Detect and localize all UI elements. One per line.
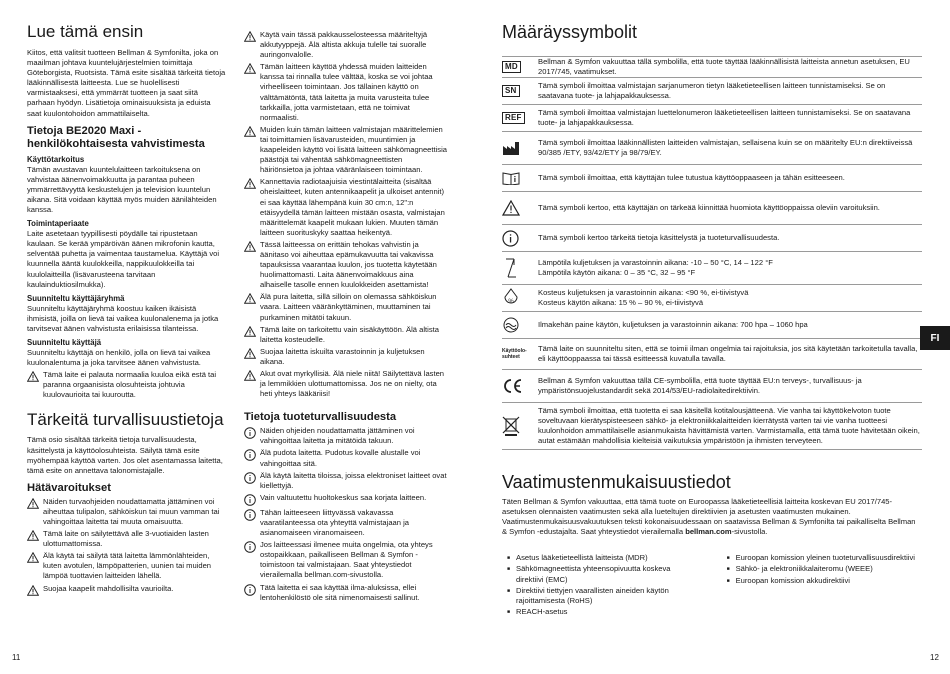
intro-text: Kiitos, että valitsit tuotteen Bellman & Symfonilta, joka on maailman johtava kuuntelujärjestelmien toimittaja Göteborgista, Ruotsista. Tämä esite sisältää tärkeitä tietoja lääkinnällisestä laitteesta. Lue se huolellisesti varmistaaksesi, että ymmärrät tuotteen ja saat siitä parhaan hyödyn. Lisätietoja ominaisuuksista ja eduista saat kuulontohoidon ammattilaiselta. xyxy=(27,48,226,118)
safety-warning xyxy=(244,325,447,345)
symbol-row xyxy=(502,104,922,131)
section-heading: Toimintaperiaate xyxy=(27,219,89,229)
safety-warning-text: Käytä vain tässä pakkausselosteessa määriteltyjä akkutyyppejä. Älä altista akkuja tulelle tai suoralle auringonvalolle. xyxy=(260,30,428,60)
safety-title: Tärkeitä turvallisuustietoja xyxy=(27,410,224,430)
warning-icon xyxy=(502,200,532,216)
warning-icon xyxy=(27,529,43,549)
symbol-description: Tämä symboli ilmoittaa, että tuotetta ei saa käsitellä kotitalousjätteenä. Vie vanha tai käyttökelvoton tuote soveltuvaan kierätyspisteeseen sähkö- ja elektroniikkalaitteiden kierrätystä varten tai vie vanha tuotteesi kuulonhoidon ammattilaiselle asianmukaista hävittämistä varten. Varmistamalla, että tämä tuote hävitetään oikein, autat estämään mahdollisia kielteisiä vaikutuksia ympäristöön ja ihmisten terveyteen. xyxy=(538,405,920,446)
info-item xyxy=(244,540,447,580)
weee-bin-icon xyxy=(502,416,532,436)
list-item: ■ Direktiivi tiettyjen vaarallisten aineiden käytön rajoittamisesta (RoHS) xyxy=(516,586,694,606)
info-item-text: Vain valtuutettu huoltokeskus saa korjata laitteen. xyxy=(260,492,427,502)
list-item: ■ REACH-asetus xyxy=(516,607,694,617)
safety-warning-text: Tämän laitteen käyttöä yhdessä muiden laitteiden kanssa tai rinnalla tulee välttää, koska se voi johtaa virheelliseen toimintaan. Jos tällainen käyttö on välttämätöntä, tätä laitetta ja muita varusteita tulee tarkkailla, jotta varmistetaan, että ne toimivat normaalisti. xyxy=(260,62,433,122)
safety-warning-text: Muiden kuin tämän laitteen valmistajan määrittelemien tai toimittamien lisävarusteiden, muuntimien ja kaapeleiden käyttö voi lisätä laitteen sähkömagneettisia päästöjä tai vähentää sähkömagneettisten häiriönsietoa ja johtaa vääränlaiseen toimintaan. xyxy=(260,124,448,175)
symbol-row xyxy=(502,131,922,164)
symbol-label: SN xyxy=(502,85,520,97)
intro-title: Lue tämä ensin xyxy=(27,22,144,41)
symbol-description: Lämpötila kuljetuksen ja varastoinnin aikana: -10 – 50 °C, 14 – 122 °F Lämpötila käytön aikana: 0 – 35 °C, 32 – 95 °F xyxy=(538,257,773,277)
info-item-text: Älä käytä laitetta tiloissa, joissa elektroniset laitteet ovat kiellettyjä. xyxy=(260,470,447,490)
info-icon xyxy=(244,583,260,603)
page-number-left: 11 xyxy=(12,653,21,662)
hazard-warnings xyxy=(27,497,227,596)
symbol-label: REF xyxy=(502,112,525,124)
md-box-icon xyxy=(502,61,532,73)
info-item-text: Tätä laitetta ei saa käyttää ilma-aluksissa, ellei lentohenkilöstö ole sitä nimenomaisesti sallinut. xyxy=(260,582,420,602)
humidity-icon xyxy=(502,288,532,308)
safety-warning xyxy=(244,30,447,60)
info-item-text: Tähän laitteeseen liittyvässä vakavassa vaaratilanteessa ota yhteyttä valmistajaan ja asianomaiseen viranomaiseen. xyxy=(260,507,410,538)
symbol-row xyxy=(502,311,922,338)
info-item xyxy=(244,448,447,468)
hazard-warning-text: Näiden turvaohjeiden noudattamatta jättäminen voi aiheuttaa tulipalon, sähköiskun tai muun vamman tai vahingoittaa laitetta tai muuta omaisuutta. xyxy=(43,496,220,526)
hazard-warning xyxy=(27,551,227,581)
list-item: ■ Asetus lääketieteellistä laitteista (MDR) xyxy=(516,553,694,563)
hazard-heading: Hätävaroitukset xyxy=(27,481,111,494)
conformity-title: Vaatimustenmukaisuustiedot xyxy=(502,472,731,492)
symbol-row xyxy=(502,77,922,104)
info-item-text: Älä pudota laitetta. Pudotus kovalle alustalle voi vahingoittaa sitä. xyxy=(260,448,421,468)
safety-intro: Tämä osio sisältää tärkeitä tietoja turvallisuudesta, käsittelystä ja käyttöolosuhteista. Säilytä tämä esite myöhempää käyttöä varten. Jos olet asentamassa laitetta, tämä esite on annettava talonomistajalle. xyxy=(27,435,223,475)
safety-warning-text: Tämä laite on tarkoitettu vain sisäkäyttöön. Älä altista laitetta kosteudelle. xyxy=(260,324,439,344)
language-tab: FI xyxy=(920,326,950,350)
warning-icon xyxy=(244,30,260,60)
product-safety-info xyxy=(244,426,447,602)
conformity-text-2: -sivustolla. xyxy=(731,527,768,537)
safety-warning xyxy=(244,369,447,399)
symbol-description: Tämä symboli kertoo, että käyttäjän on tärkeää kiinnittää huomiota käyttöoppaissa oleviin varoituksiin. xyxy=(538,202,880,212)
conformity-list-left xyxy=(506,553,694,618)
info-icon xyxy=(244,493,260,506)
info-item-text: Jos laitteessasi ilmenee muita ongelmia, ota yhteys ostopaikkaan, paikalliseen Bellman & Symfon -toimistoon tai valmistajaan. Saat yhteystiedot vierailemalla bellman.com-sivustolla. xyxy=(260,540,433,580)
sn-box-icon xyxy=(502,85,532,97)
safety-warning-text: Akut ovat myrkyllisiä. Älä niele niitä! Säilytettävä lasten ja lemmikkien ulottumattomissa. Jos ne on nielty, ota heti yhteys lääkäriisi! xyxy=(260,369,445,399)
warning-icon xyxy=(244,62,260,123)
product-sections xyxy=(27,155,227,369)
left-column-1 xyxy=(27,22,227,596)
section-text: Suunniteltu käyttäjäryhmä koostuu kaiken ikäisistä ihmisistä, joilla on lievä tai vaikea kuulonalenema ja jotka tarvitsevat äänen vahvistusta erilaisissa tilanteissa. xyxy=(27,303,219,333)
symbol-row xyxy=(502,56,922,77)
hazard-warning xyxy=(27,529,227,549)
list-item: ■ Euroopan komission akkudirektiivi xyxy=(736,576,922,586)
page-number-right: 12 xyxy=(930,653,939,662)
warning-icon xyxy=(244,347,260,367)
symbol-row xyxy=(502,191,922,224)
section-text: Laite asetetaan tyypillisesti pöydälle tai ripustetaan kaulaan. Se kerää ympäröivän äänen mikrofonin kautta, selventää puhetta ja vaimentaa taustamelua. Käyttäjä voi kuunnella ääntä kuulokkeilla, nappikuulokkeilla tai kuulolaitteilla (lisävarusteena tarvitaan kaulainduktiosilmukka). xyxy=(27,229,220,289)
consult-instructions-icon xyxy=(502,171,532,185)
symbol-row xyxy=(502,369,922,402)
warning-icon xyxy=(244,240,260,290)
symbol-description: Bellman & Symfon vakuuttaa tällä CE-symbolilla, että tuote täyttää EU:n terveys-, turvallisuus- ja ympäristönsuojelustandardit sekä 2014/53/EU-radiolaitedirektiivin. xyxy=(538,375,862,395)
ce-mark-icon xyxy=(502,378,532,394)
safety-warning xyxy=(244,292,447,322)
symbol-description: Tämä symboli ilmoittaa valmistajan luettelonumeron lääketieteellisen laitteen tunnistamiseksi. Se on saatavana tuote- ja lahjapakkauksessa. xyxy=(538,107,911,127)
list-item: ■ Sähkö- ja elektroniikkalaiteromu (WEEE) xyxy=(736,564,922,574)
symbol-row xyxy=(502,164,922,191)
safety-warning xyxy=(244,125,447,175)
symbols-section xyxy=(502,22,922,618)
hazard-warning-text: Tämä laite on säilytettävä alle 3-vuotiaiden lasten ulottumattomissa. xyxy=(43,529,209,549)
warning-icon xyxy=(27,370,43,400)
symbol-row xyxy=(502,338,922,369)
safety-warning xyxy=(244,177,447,238)
symbol-row xyxy=(502,251,922,284)
warning-icon xyxy=(244,369,260,399)
list-item: ■ Sähkömagneettista yhteensopivuutta koskeva direktiivi (EMC) xyxy=(516,564,694,584)
symbol-description: Tämä laite on suunniteltu siten, että se toimii ilman ongelmia tai rajoituksia, jos sitä käytetään tarkoitetulla tavalla, eli käyttöoppaassa tai tässä esitteessä kuvatulla tavalla. xyxy=(538,343,918,363)
hazard-warning-text: Suojaa kaapelit mahdollisilta vaurioilta. xyxy=(43,583,174,593)
warning-icon xyxy=(27,497,43,527)
conformity-text xyxy=(502,497,922,537)
symbol-row xyxy=(502,224,922,251)
section-heading: Suunniteltu käyttäjä xyxy=(27,337,102,347)
section-text: Suunniteltu käyttäjä on henkilö, jolla on lievä tai vaikea kuulonalentuma ja joka tarvitsee äänen vahvistusta. xyxy=(27,347,211,368)
section-text: Tämän avustavan kuuntelulaitteen tarkoituksena on vahvistaa äänenvoimakkuutta ja parantaa puheen ymmärrettävyyttä keskustelujen ja television kuuntelun aikana. Sitä voidaan käyttää myös muiden äänilähteiden kanssa. xyxy=(27,164,217,215)
section-heading: Käyttötarkoitus xyxy=(27,154,85,164)
symbol-description: Tämä symboli ilmoittaa valmistajan sarjanumeron tietyn lääketieteellisen laitteen tunnistamiseksi. Se on saatavana tuote- ja lahjapakkauksessa. xyxy=(538,80,886,100)
right-page xyxy=(475,0,950,674)
symbol-description: Bellman & Symfon vakuuttaa tällä symbolilla, että tuote täyttää lääkinnällisistä laitteista annetun asetuksen, EU 2017/745, vaatimukset. xyxy=(538,56,910,76)
conformity-list-right xyxy=(726,553,922,618)
section-warning xyxy=(27,370,227,400)
info-icon xyxy=(244,471,260,491)
safety-warning-text: Kannettavia radiotaajuisia viestintälaitteita (sisältää oheislaitteet, kuten antennikaapelit ja ulkoiset antennit) ei saa käyttää lähempänä kuin 30 cm:n, 12":n etäisyydellä tämän laitteen mistään osasta, valmistajan määrittelemät kaapelit mukaan lukien. Muuten tämän laitteen suorituskyky saattaa heikentyä. xyxy=(260,177,445,237)
conformity-text-1: Täten Bellman & Symfon vakuuttaa, että tämä tuote on Euroopassa lääketieteellisiä laitteita koskevan EU 2017/745-asetuksen olennaisten vaatimusten sekä alla lueteltujen direktiivien ja asetusten vaatimusten mukainen. Vaatimustenmukaisuusvakuutuksen teksti kokonaisuudessaan on saatavissa Bellman & Symfonilta tai paikalliselta Bellman & Symfon -edustajalta. Saat yhteystiedot vierailemalla xyxy=(502,497,916,537)
info-item xyxy=(244,508,447,538)
section-warning-text: Tämä laite ei palauta normaalia kuuloa eikä estä tai paranna orgaanisista olosuhteista johtuvia kuulovaurioita tai kuuroutta. xyxy=(43,370,217,400)
info-icon xyxy=(244,508,260,538)
symbol-label: Käyttöolo-suhteet xyxy=(502,348,527,360)
safety-warning-text: Älä pura laitetta, sillä silloin on olemassa sähköiskun vaara. Laitteen vääränkyttäminen, muuttaminen tai purkaminen mitätöi takuun. xyxy=(260,292,437,322)
warning-icon xyxy=(244,292,260,322)
left-column-2 xyxy=(244,28,447,603)
info-item-text: Näiden ohjeiden noudattamatta jättäminen voi vahingoittaa laitetta ja mitätöidä takuun. xyxy=(260,426,415,446)
operating-conditions-text-icon xyxy=(502,348,532,360)
info-item xyxy=(244,583,447,603)
info-item xyxy=(244,426,447,446)
symbol-description: Tämä symboli kertoo tärkeitä tietoja käsittelystä ja tuoteturvallisuudesta. xyxy=(538,232,780,242)
pressure-icon xyxy=(502,317,532,333)
section-heading: Suunniteltu käyttäjäryhmä xyxy=(27,293,125,303)
hazard-warning xyxy=(27,497,227,527)
info-icon xyxy=(244,540,260,580)
temperature-icon xyxy=(502,257,532,279)
info-item xyxy=(244,471,447,491)
warning-icon xyxy=(27,551,43,581)
warning-icon xyxy=(244,325,260,345)
info-icon xyxy=(244,426,260,446)
product-heading: Tietoja BE2020 Maxi -henkilökohtaisesta vahvistimesta xyxy=(27,124,205,150)
safety-warning-text: Suojaa laitetta iskuilta varastoinnin ja kuljetuksen aikana. xyxy=(260,346,425,366)
safety-warning xyxy=(244,62,447,123)
symbol-description: Ilmakehän paine käytön, kuljetuksen ja varastoinnin aikana: 700 hpa – 1060 hpa xyxy=(538,319,808,329)
manufacturer-icon xyxy=(502,141,532,156)
warning-icon xyxy=(27,584,43,596)
safety-warning-text: Tässä laitteessa on erittäin tehokas vahvistin ja äänitaso voi aiheuttaa epämukavuutta tai vakavissa tapauksissa vaarantaa kuulon, jos tuotetta käytetään huolimattomasti. Laita äänenvoimakkuus aina alhaiselle tasolle ennen kuulokkeiden asettamista! xyxy=(260,239,437,290)
symbol-description: Tämä symboli ilmoittaa lääkinnällisten laitteiden valmistajan, sellaisena kuin se on määritelty EU:n direktiiveissä 90/385 /ETY, 93/42/ETY ja 98/79/EY. xyxy=(538,137,913,157)
info-icon xyxy=(244,448,260,468)
symbol-label: MD xyxy=(502,61,521,73)
symbol-row xyxy=(502,284,922,311)
ref-box-icon xyxy=(502,112,532,124)
info-icon xyxy=(502,230,532,247)
hazard-warning xyxy=(27,584,227,596)
info-item xyxy=(244,493,447,506)
hazard-warning-text: Älä käytä tai säilytä tätä laitetta lämmönlähteiden, kuten avotulen, lämpöpatterien, uunien tai muiden lämpöä tuottavien laitteiden lähellä. xyxy=(43,551,212,581)
symbol-row xyxy=(502,402,922,450)
safety-warnings xyxy=(244,30,447,399)
symbols-title: Määräyssymbolit xyxy=(502,22,638,42)
warning-icon xyxy=(244,177,260,238)
info-heading: Tietoja tuoteturvallisuudesta xyxy=(244,411,397,424)
list-item: ■ Euroopan komission yleinen tuoteturvallisuusdirektiivi xyxy=(736,553,922,563)
symbol-description: Kosteus kuljetuksen ja varastoinnin aikana: <90 %, ei-tiivistyvä Kosteus käytön aikana: 15 % – 90 %, ei-tiivistyvä xyxy=(538,287,749,307)
bellman-link[interactable]: bellman.com xyxy=(685,527,732,537)
safety-warning xyxy=(244,240,447,290)
symbol-description: Tämä symboli ilmoittaa, että käyttäjän tulee tutustua käyttöoppaaseen ja tähän esitteeseen. xyxy=(538,172,845,182)
symbols-table xyxy=(502,56,922,450)
svg-text:%: % xyxy=(508,299,514,305)
warning-icon xyxy=(244,125,260,175)
conformity-lists xyxy=(502,553,922,618)
safety-warning xyxy=(244,347,447,367)
